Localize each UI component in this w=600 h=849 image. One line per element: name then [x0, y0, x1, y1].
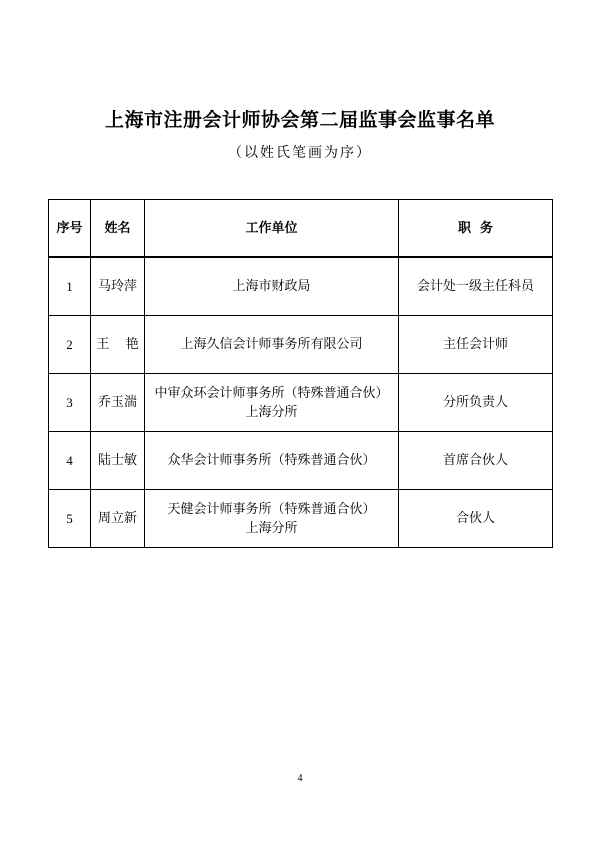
row-unit: [145, 374, 399, 432]
row-position: 会计处一级主任科员: [399, 257, 553, 316]
header-position: 职 务: [399, 200, 553, 258]
table-row: [49, 490, 553, 548]
row-unit-line1: 天健会计师事务所（特殊普通合伙）: [167, 501, 376, 517]
row-name: 陆士敏: [91, 432, 145, 490]
page-number: 4: [297, 773, 303, 784]
row-unit: [145, 490, 399, 548]
row-position: 合伙人: [399, 490, 553, 548]
row-no: 5: [49, 490, 91, 548]
row-name: 王 艳: [91, 316, 145, 374]
row-unit: [145, 432, 399, 490]
row-unit: [145, 257, 399, 316]
document-subtitle: （以姓氏笔画为序）: [228, 145, 372, 161]
table-row: [49, 257, 553, 316]
row-position: 首席合伙人: [399, 432, 553, 490]
table-row: [49, 316, 553, 374]
header-name: 姓名: [91, 200, 145, 258]
row-no: 2: [49, 316, 91, 374]
row-unit-line2: 上海分所: [245, 404, 298, 420]
row-name: 马玲萍: [91, 257, 145, 316]
header-unit: 工作单位: [145, 200, 399, 258]
row-unit-line1: 上海久信会计师事务所有限公司: [180, 337, 363, 352]
document-title: 上海市注册会计师协会第二届监事会监事名单: [104, 109, 495, 131]
row-no: 1: [49, 257, 91, 316]
row-position: 分所负责人: [399, 374, 553, 432]
row-name: 乔玉湍: [91, 374, 145, 432]
row-no: 4: [49, 432, 91, 490]
table-row: [49, 374, 553, 432]
row-unit-line1: 中审众环会计师事务所（特殊普通合伙）: [154, 385, 389, 401]
table-header-row: [49, 200, 553, 258]
row-unit-line2: 上海分所: [245, 520, 298, 536]
row-no: 3: [49, 374, 91, 432]
row-name: 周立新: [91, 490, 145, 548]
row-position: 主任会计师: [399, 316, 553, 374]
table-row: [49, 432, 553, 490]
header-no: 序号: [49, 200, 91, 258]
row-unit-line1: 上海市财政局: [232, 279, 311, 294]
row-unit: [145, 316, 399, 374]
supervisors-table: [48, 199, 553, 548]
row-unit-line1: 众华会计师事务所（特殊普通合伙）: [167, 453, 376, 468]
